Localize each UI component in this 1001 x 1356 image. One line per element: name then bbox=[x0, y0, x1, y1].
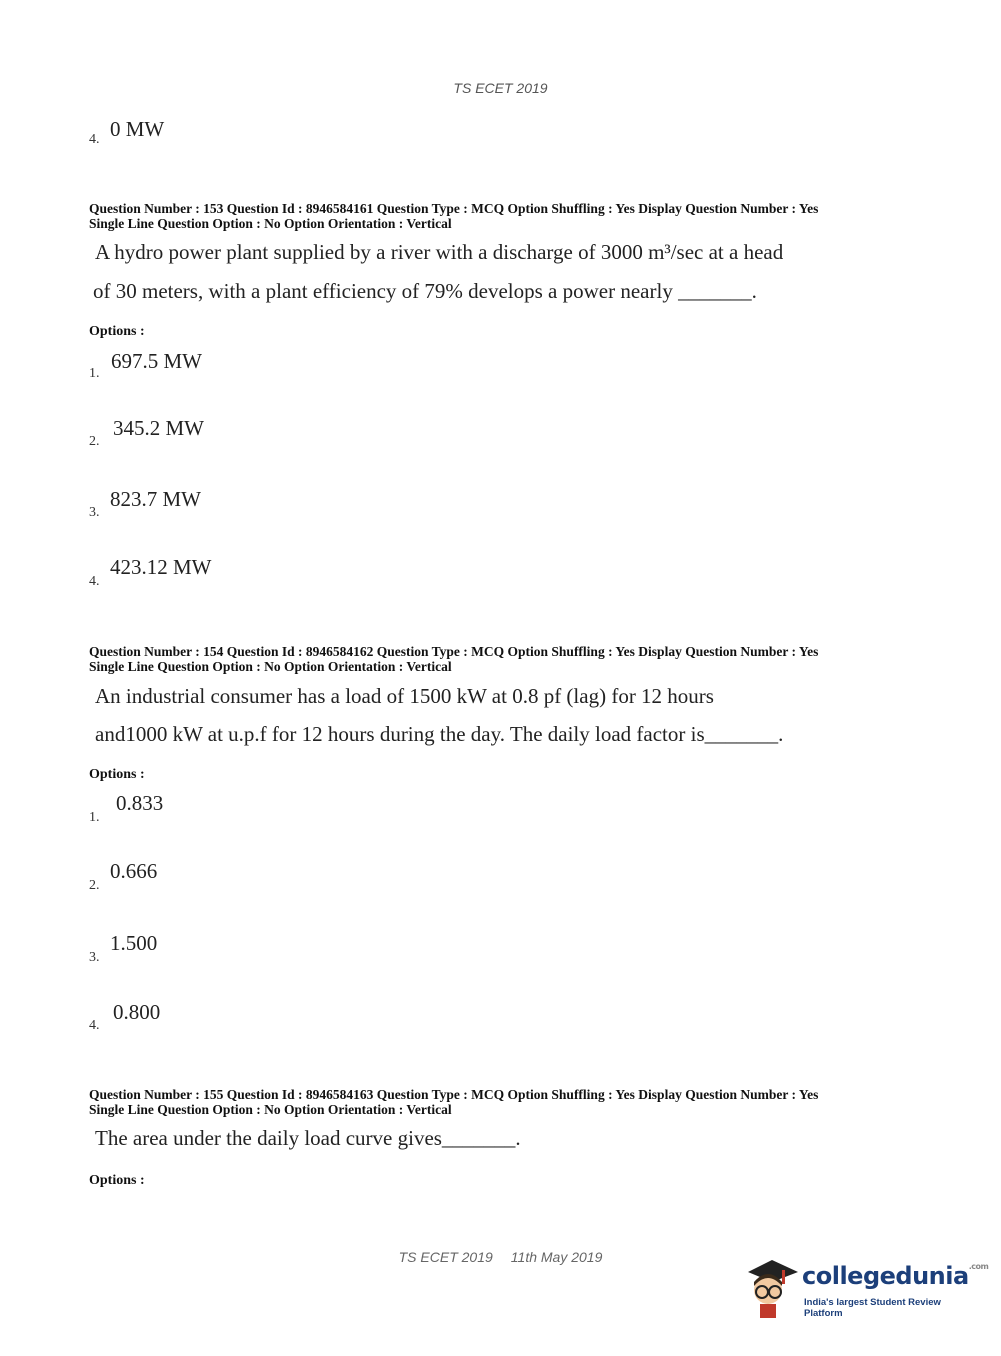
question-meta-line1: Question Number : 153 Question Id : 8946584161 Question Type : MCQ Option Shuffling : Yes Display Question Number : Yes bbox=[89, 201, 819, 216]
question-text-line2: of 30 meters, with a plant efficiency of 79% develops a power nearly _______. bbox=[93, 279, 757, 303]
options-label: Options : bbox=[89, 1173, 145, 1188]
option-value: 0 MW bbox=[110, 117, 165, 141]
option-value: 0.666 bbox=[110, 859, 158, 883]
option-value: 697.5 MW bbox=[111, 349, 202, 373]
footer-exam: TS ECET 2019 bbox=[398, 1249, 493, 1265]
question-text-line2: and1000 kW at u.p.f for 12 hours during the day. The daily load factor is_______. bbox=[95, 722, 784, 746]
option-value: 0.800 bbox=[113, 1000, 161, 1024]
options-label: Options : bbox=[89, 767, 145, 782]
footer-date: 11th May 2019 bbox=[510, 1249, 603, 1265]
question-meta bbox=[89, 201, 909, 231]
logo-wordmark bbox=[802, 1262, 988, 1290]
option-number: 4. bbox=[89, 132, 100, 147]
question-text-line1: An industrial consumer has a load of 1500 kW at 0.8 pf (lag) for 12 hours bbox=[95, 684, 714, 708]
option-number: 2. bbox=[89, 878, 100, 893]
logo-tagline: India's largest Student Review Platform bbox=[804, 1297, 941, 1319]
option-number: 4. bbox=[89, 1018, 100, 1033]
question-meta-line2: Single Line Question Option : No Option Orientation : Vertical bbox=[89, 659, 452, 674]
option-number: 2. bbox=[89, 434, 100, 449]
option-value: 0.833 bbox=[116, 791, 164, 815]
question-text-line1: A hydro power plant supplied by a river with a discharge of 3000 m³/sec at a head bbox=[95, 240, 784, 264]
option-number: 3. bbox=[89, 950, 100, 965]
option-value: 1.500 bbox=[110, 931, 158, 955]
page-header: TS ECET 2019 bbox=[453, 80, 548, 96]
option-number: 3. bbox=[89, 505, 100, 520]
logo-name: collegedunia bbox=[802, 1262, 969, 1290]
question-meta-line1: Question Number : 155 Question Id : 8946584163 Question Type : MCQ Option Shuffling : Yes Display Question Number : Yes bbox=[89, 1087, 819, 1102]
option-value: 823.7 MW bbox=[110, 487, 201, 511]
question-meta bbox=[89, 1087, 909, 1117]
option-value: 423.12 MW bbox=[110, 555, 212, 579]
option-number: 1. bbox=[89, 810, 100, 825]
collegedunia-logo bbox=[742, 1252, 989, 1322]
mascot-icon bbox=[742, 1252, 802, 1322]
option-value: 345.2 MW bbox=[113, 416, 204, 440]
question-text-line1: The area under the daily load curve gives_______. bbox=[95, 1126, 521, 1150]
question-meta-line2: Single Line Question Option : No Option Orientation : Vertical bbox=[89, 216, 452, 231]
logo-suffix: .com bbox=[968, 1262, 989, 1271]
question-meta-line2: Single Line Question Option : No Option Orientation : Vertical bbox=[89, 1102, 452, 1117]
option-number: 4. bbox=[89, 574, 100, 589]
options-label: Options : bbox=[89, 324, 145, 339]
question-meta bbox=[89, 644, 909, 674]
option-number: 1. bbox=[89, 366, 100, 381]
question-meta-line1: Question Number : 154 Question Id : 8946584162 Question Type : MCQ Option Shuffling : Yes Display Question Number : Yes bbox=[89, 644, 819, 659]
